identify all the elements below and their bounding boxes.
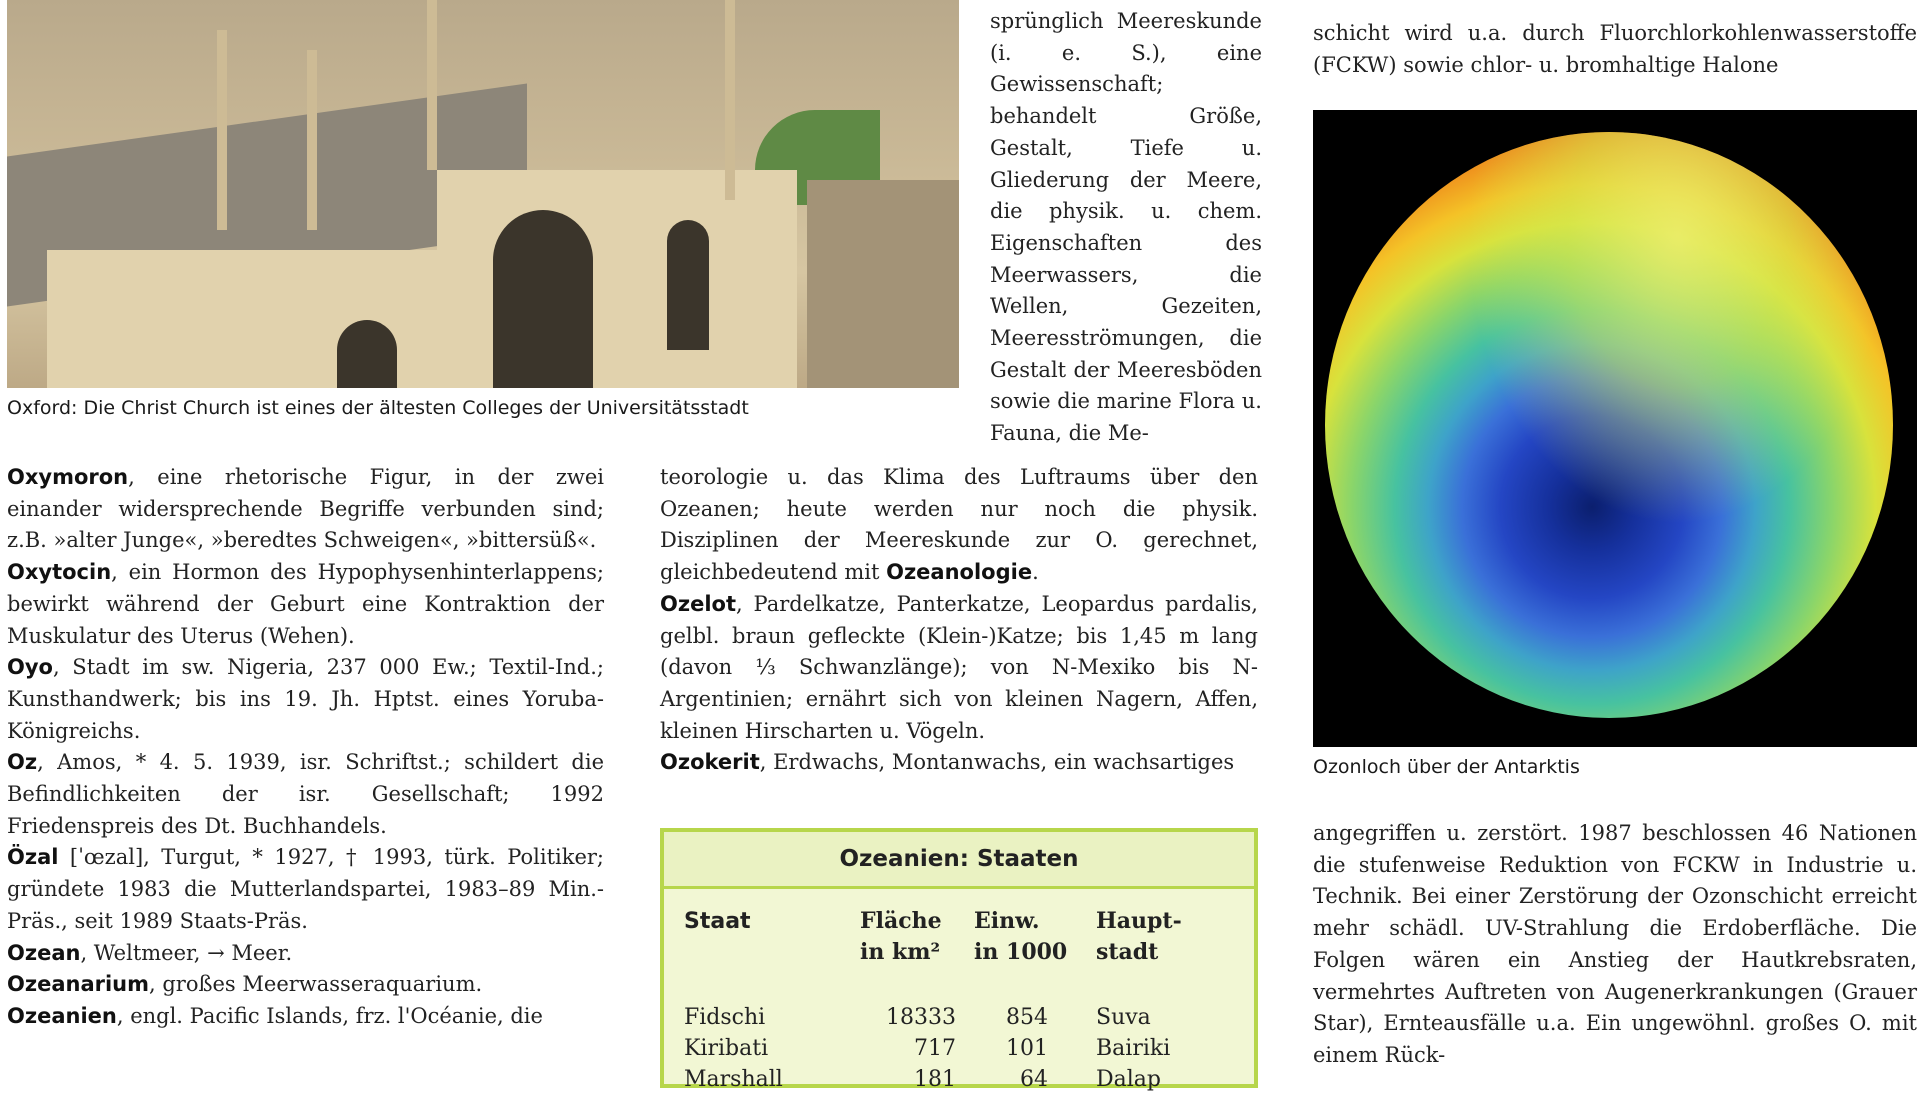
- header-staat: Staat: [684, 909, 751, 934]
- headword: Oxytocin: [7, 560, 112, 585]
- entry-oxytocin: [7, 557, 604, 652]
- spire: [307, 50, 317, 230]
- entry-text: [ˈœzal], Turgut, * 1927, † 1993, türk. Politiker; gründete 1983 die Mutterlandspartei, 1983–89 Min.-Präs., seit 1989 Staats-Präs.: [7, 845, 604, 933]
- headword: Ozeanarium: [7, 972, 149, 997]
- side-building: [807, 180, 959, 388]
- spire: [725, 0, 735, 200]
- headword: Oz: [7, 750, 38, 775]
- headword: Ozeanien: [7, 1003, 117, 1028]
- entry-oz: [7, 747, 604, 842]
- college-wing: [47, 250, 467, 388]
- spire: [217, 30, 227, 230]
- ozone-hole-image: [1313, 110, 1917, 747]
- ozone-text: angegriffen u. zerstört. 1987 beschlossen 46 Nationen die stufenweise Reduktion von FCKW in Industrie u. Technik. Bei einer Zerstörung der Ozonschicht erreicht mehr schädl. UV-Strahlung die Erdoberfläche. Die Folgen wären ein Anstieg der Hautkrebsraten, vermehrtes Auftreten von Augenerkrankungen (Grauer Star), Ernteausfälle u.a. Ein ungewöhnl. großes O. mit einem Rück-: [1313, 821, 1917, 1067]
- cell-flaeche: 717: [914, 1036, 956, 1061]
- period: .: [1032, 560, 1039, 585]
- header-flaeche-1: Fläche: [860, 908, 942, 934]
- oceanography-text: sprünglich Meereskunde (i. e. S.), eine Gewissenschaft; behandelt Größe, Gestalt, Tiefe u. Gliederung der Meere, die physik. u. chem. Eigenschaften des Meerwassers, die Wellen, Gezeiten, Meeresströmungen, die Gestalt der Meeresböden sowie die marine Flora u. Fauna, die Me-: [990, 9, 1262, 446]
- oxford-photo: [7, 0, 959, 388]
- headword: Oyo: [7, 655, 53, 680]
- entry-text: , Erdwachs, Montanwachs, ein wachsartiges: [759, 750, 1235, 775]
- header-einw-1: Einw.: [974, 908, 1040, 934]
- meereskunde-continuation: [660, 462, 1258, 589]
- header-haupt-2: stadt: [1096, 939, 1159, 965]
- entry-ozokerit: [660, 747, 1258, 779]
- cell-haupt: Bairiki: [1096, 1036, 1171, 1061]
- entry-ozean: [7, 938, 604, 970]
- entry-oyo: [7, 652, 604, 747]
- headword: Ozelot: [660, 591, 736, 616]
- mid-column-top: [990, 0, 1262, 450]
- entry-ozelot: [660, 589, 1258, 748]
- cell-haupt: Suva: [1096, 1005, 1151, 1030]
- chapel-facade: [437, 170, 797, 388]
- entry-text: , eine rhetorische Figur, in der zwei einander widersprechende Begriffe verbunden sind; z.B. »alter Junge«, »beredtes Schweigen«, »bittersüß«.: [7, 465, 604, 553]
- spire: [427, 0, 437, 170]
- window: [667, 220, 709, 350]
- headword: Özal: [7, 845, 59, 870]
- headword: Ozokerit: [660, 750, 760, 775]
- entry-text: , Pardelkatze, Panterkatze, Leopardus pardalis, gelbl. braun gefleckte (Klein-)Katze; bis 1,45 m lang (davon ⅓ Schwanzlänge); von N-Mexiko bis N-Argentinien; ernährt sich von kleinen Nagern, Affen, kleinen Hirscharten u. Vögeln.: [660, 591, 1258, 743]
- cell-flaeche: 18333: [886, 1005, 956, 1030]
- cell-haupt: Dalap: [1096, 1067, 1161, 1092]
- entry-oezal: [7, 842, 604, 937]
- header-flaeche-2: in km²: [860, 939, 941, 965]
- cell-einw: 854: [1006, 1005, 1048, 1030]
- entry-text: , Amos, * 4. 5. 1939, isr. Schriftst.; schildert die Befindlichkeiten der isr. Gesellschaft; 1992 Friedenspreis des Dt. Buchhandels.: [7, 750, 604, 838]
- entry-ozeanien: [7, 1001, 604, 1033]
- entry-oxymoron: [7, 462, 604, 557]
- table-title: Ozeanien: Staaten: [664, 832, 1254, 889]
- mid-column: [660, 462, 1258, 779]
- entry-text: , großes Meerwasseraquarium.: [149, 972, 483, 997]
- great-window: [493, 210, 593, 388]
- entry-ozeanarium: [7, 969, 604, 1001]
- ozeanien-table: [660, 828, 1258, 1092]
- ozone-caption: Ozonloch über der Antarktis: [1313, 756, 1580, 778]
- headword: Ozean: [7, 940, 81, 965]
- headword: Ozeanologie: [886, 560, 1033, 585]
- entry-text: , Stadt im sw. Nigeria, 237 000 Ew.; Textil-Ind.; Kunsthandwerk; bis ins 19. Jh. Hptst. eines Yoruba-Königreichs.: [7, 655, 604, 743]
- photo-caption: Oxford: Die Christ Church ist eines der ältesten Colleges der Universitätsstadt: [7, 397, 749, 419]
- header-einw-2: in 1000: [974, 939, 1068, 965]
- cell-einw: 101: [1006, 1036, 1048, 1061]
- fckw-text: schicht wird u.a. durch Fluorchlorkohlenwasserstoffe (FCKW) sowie chlor- u. bromhaltige Halone: [1313, 21, 1917, 77]
- headword: Oxymoron: [7, 465, 129, 489]
- cell-flaeche: 181: [914, 1067, 956, 1092]
- header-haupt-1: Haupt-: [1096, 908, 1182, 934]
- continuation-text: teorologie u. das Klima des Luftraums über den Ozeanen; heute werden nur noch die physik. Disziplinen der Meereskunde zur O. gerechnet, gleichbedeutend mit: [660, 465, 1258, 585]
- cell-einw: 64: [1020, 1067, 1048, 1092]
- right-column-top: [1313, 18, 1917, 81]
- right-column: [1313, 818, 1917, 1072]
- entry-text: , ein Hormon des Hypophysenhinterlappens; bewirkt während der Geburt eine Kontraktion der Muskulatur des Uterus (Wehen).: [7, 560, 604, 648]
- entry-text: , engl. Pacific Islands, frz. l'Océanie, die: [116, 1003, 543, 1028]
- cell-staat: Fidschi: [684, 1005, 766, 1030]
- entry-text: , Weltmeer, → Meer.: [80, 940, 293, 965]
- cell-staat: Kiribati: [684, 1036, 769, 1061]
- window: [337, 320, 397, 388]
- ozone-globe-highlight: [1325, 132, 1893, 718]
- left-column: [7, 462, 604, 1033]
- cell-staat: Marshall: [684, 1067, 783, 1092]
